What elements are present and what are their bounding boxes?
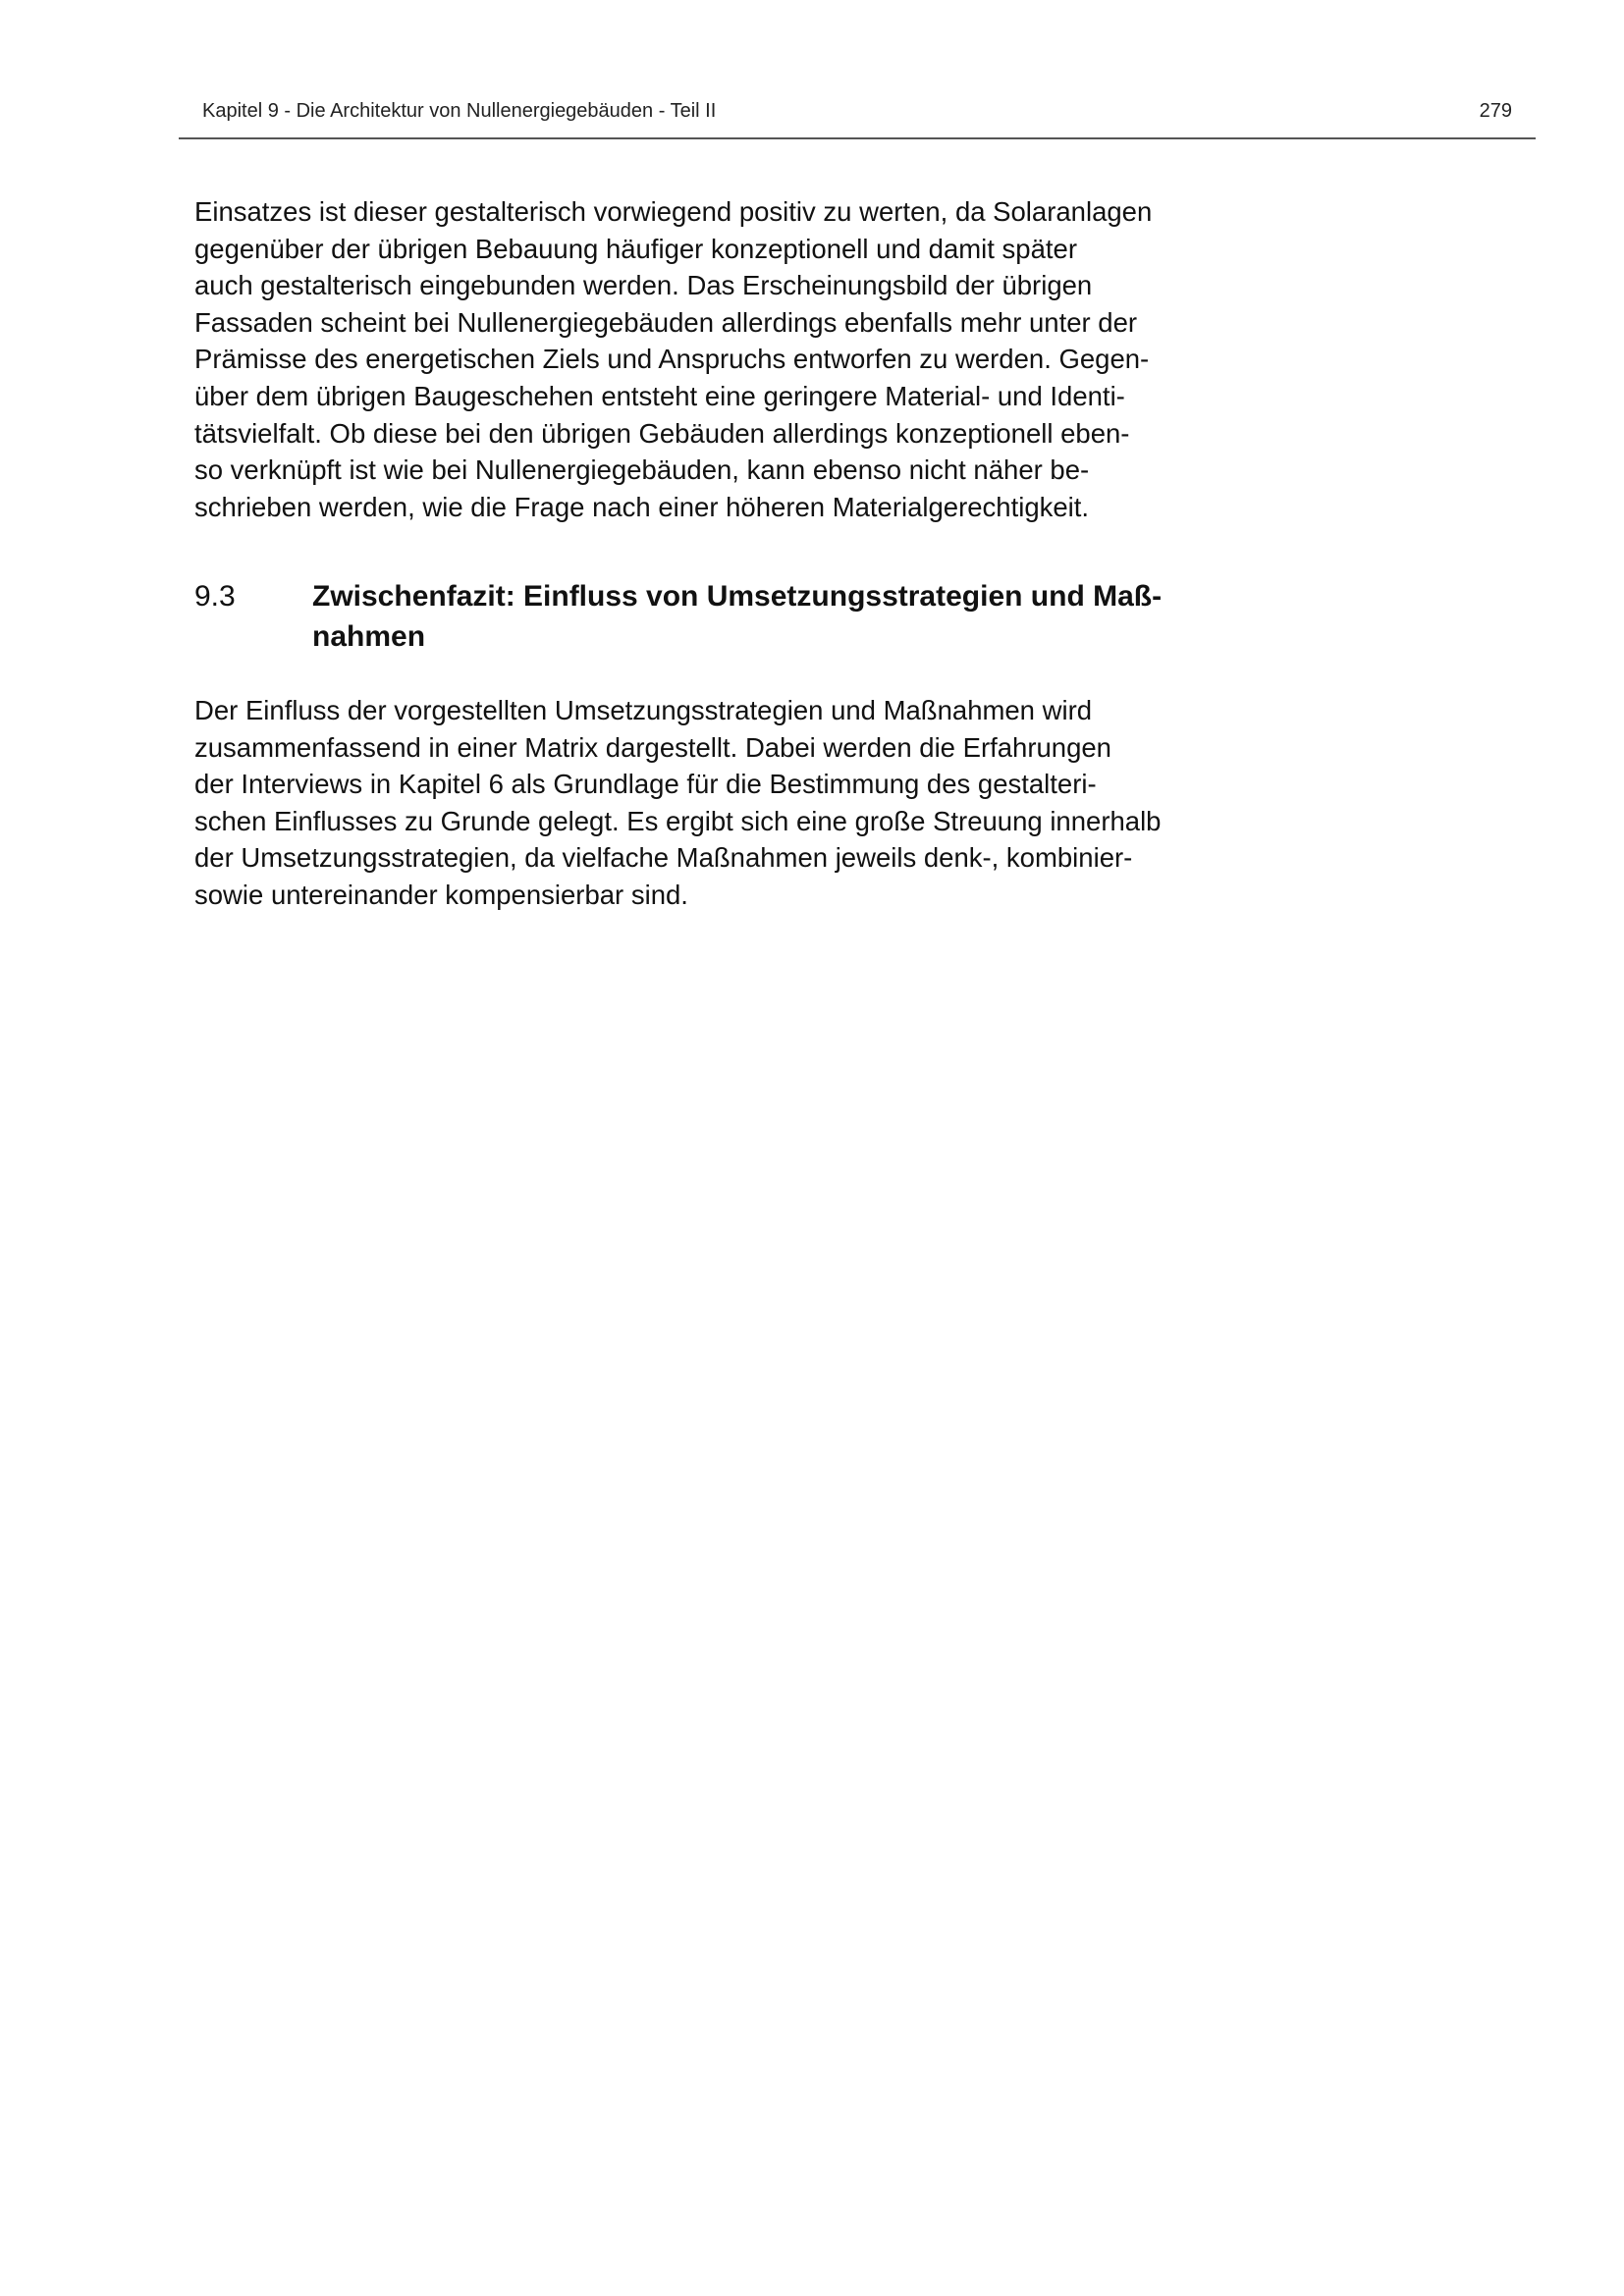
- text-line: schrieben werden, wie die Frage nach einer höheren Materialgerechtigkeit.: [194, 491, 1090, 522]
- text-line: sowie untereinander kompensierbar sind.: [194, 879, 688, 910]
- text-line: auch gestalterisch eingebunden werden. Das Erscheinungsbild der übrigen: [194, 270, 1093, 301]
- section-title-line: Zwischenfazit: Einfluss von Umsetzungsstrategien und Maß-: [312, 580, 1163, 613]
- running-header: [179, 94, 1536, 139]
- text-line: Fassaden scheint bei Nullenergiegebäuden allerdings ebenfalls mehr unter der: [194, 306, 1138, 338]
- section-number: 9.3: [194, 580, 236, 613]
- paragraph-1: [194, 193, 1176, 525]
- section-title-line: nahmen: [312, 620, 426, 653]
- text-line: Einsatzes ist dieser gestalterisch vorwiegend positiv zu werten, da Solaranlagen: [194, 196, 1153, 227]
- text-line: über dem übrigen Baugeschehen entsteht eine geringere Material- und Identi-: [194, 380, 1125, 411]
- text-line: Prämisse des energetischen Ziels und Anspruchs entworfen zu werden. Gegen-: [194, 344, 1150, 375]
- section-title: [312, 576, 1162, 657]
- text-line: Der Einfluss der vorgestellten Umsetzungsstrategien und Maßnahmen wird: [194, 695, 1093, 725]
- header-title: Kapitel 9 - Die Architektur von Nullenergiegebäuden - Teil II: [202, 100, 717, 122]
- text-line: gegenüber der übrigen Bebauung häufiger konzeptionell und damit später: [194, 233, 1077, 264]
- text-line: schen Einflusses zu Grunde gelegt. Es ergibt sich eine große Streuung innerhalb: [194, 805, 1162, 836]
- text-line: der Umsetzungsstrategien, da vielfache Maßnahmen jeweils denk-, kombinier-: [194, 842, 1133, 874]
- text-line: der Interviews in Kapitel 6 als Grundlage für die Bestimmung des gestalteri-: [194, 769, 1097, 800]
- text-line: so verknüpft ist wie bei Nullenergiegebäuden, kann ebenso nicht näher be-: [194, 454, 1090, 486]
- paragraph-2: [194, 692, 1176, 914]
- text-line: tätsvielfalt. Ob diese bei den übrigen Gebäuden allerdings konzeptionell eben-: [194, 417, 1130, 449]
- text-line: zusammenfassend in einer Matrix dargestellt. Dabei werden die Erfahrungen: [194, 731, 1111, 763]
- page-number: 279: [1479, 100, 1512, 122]
